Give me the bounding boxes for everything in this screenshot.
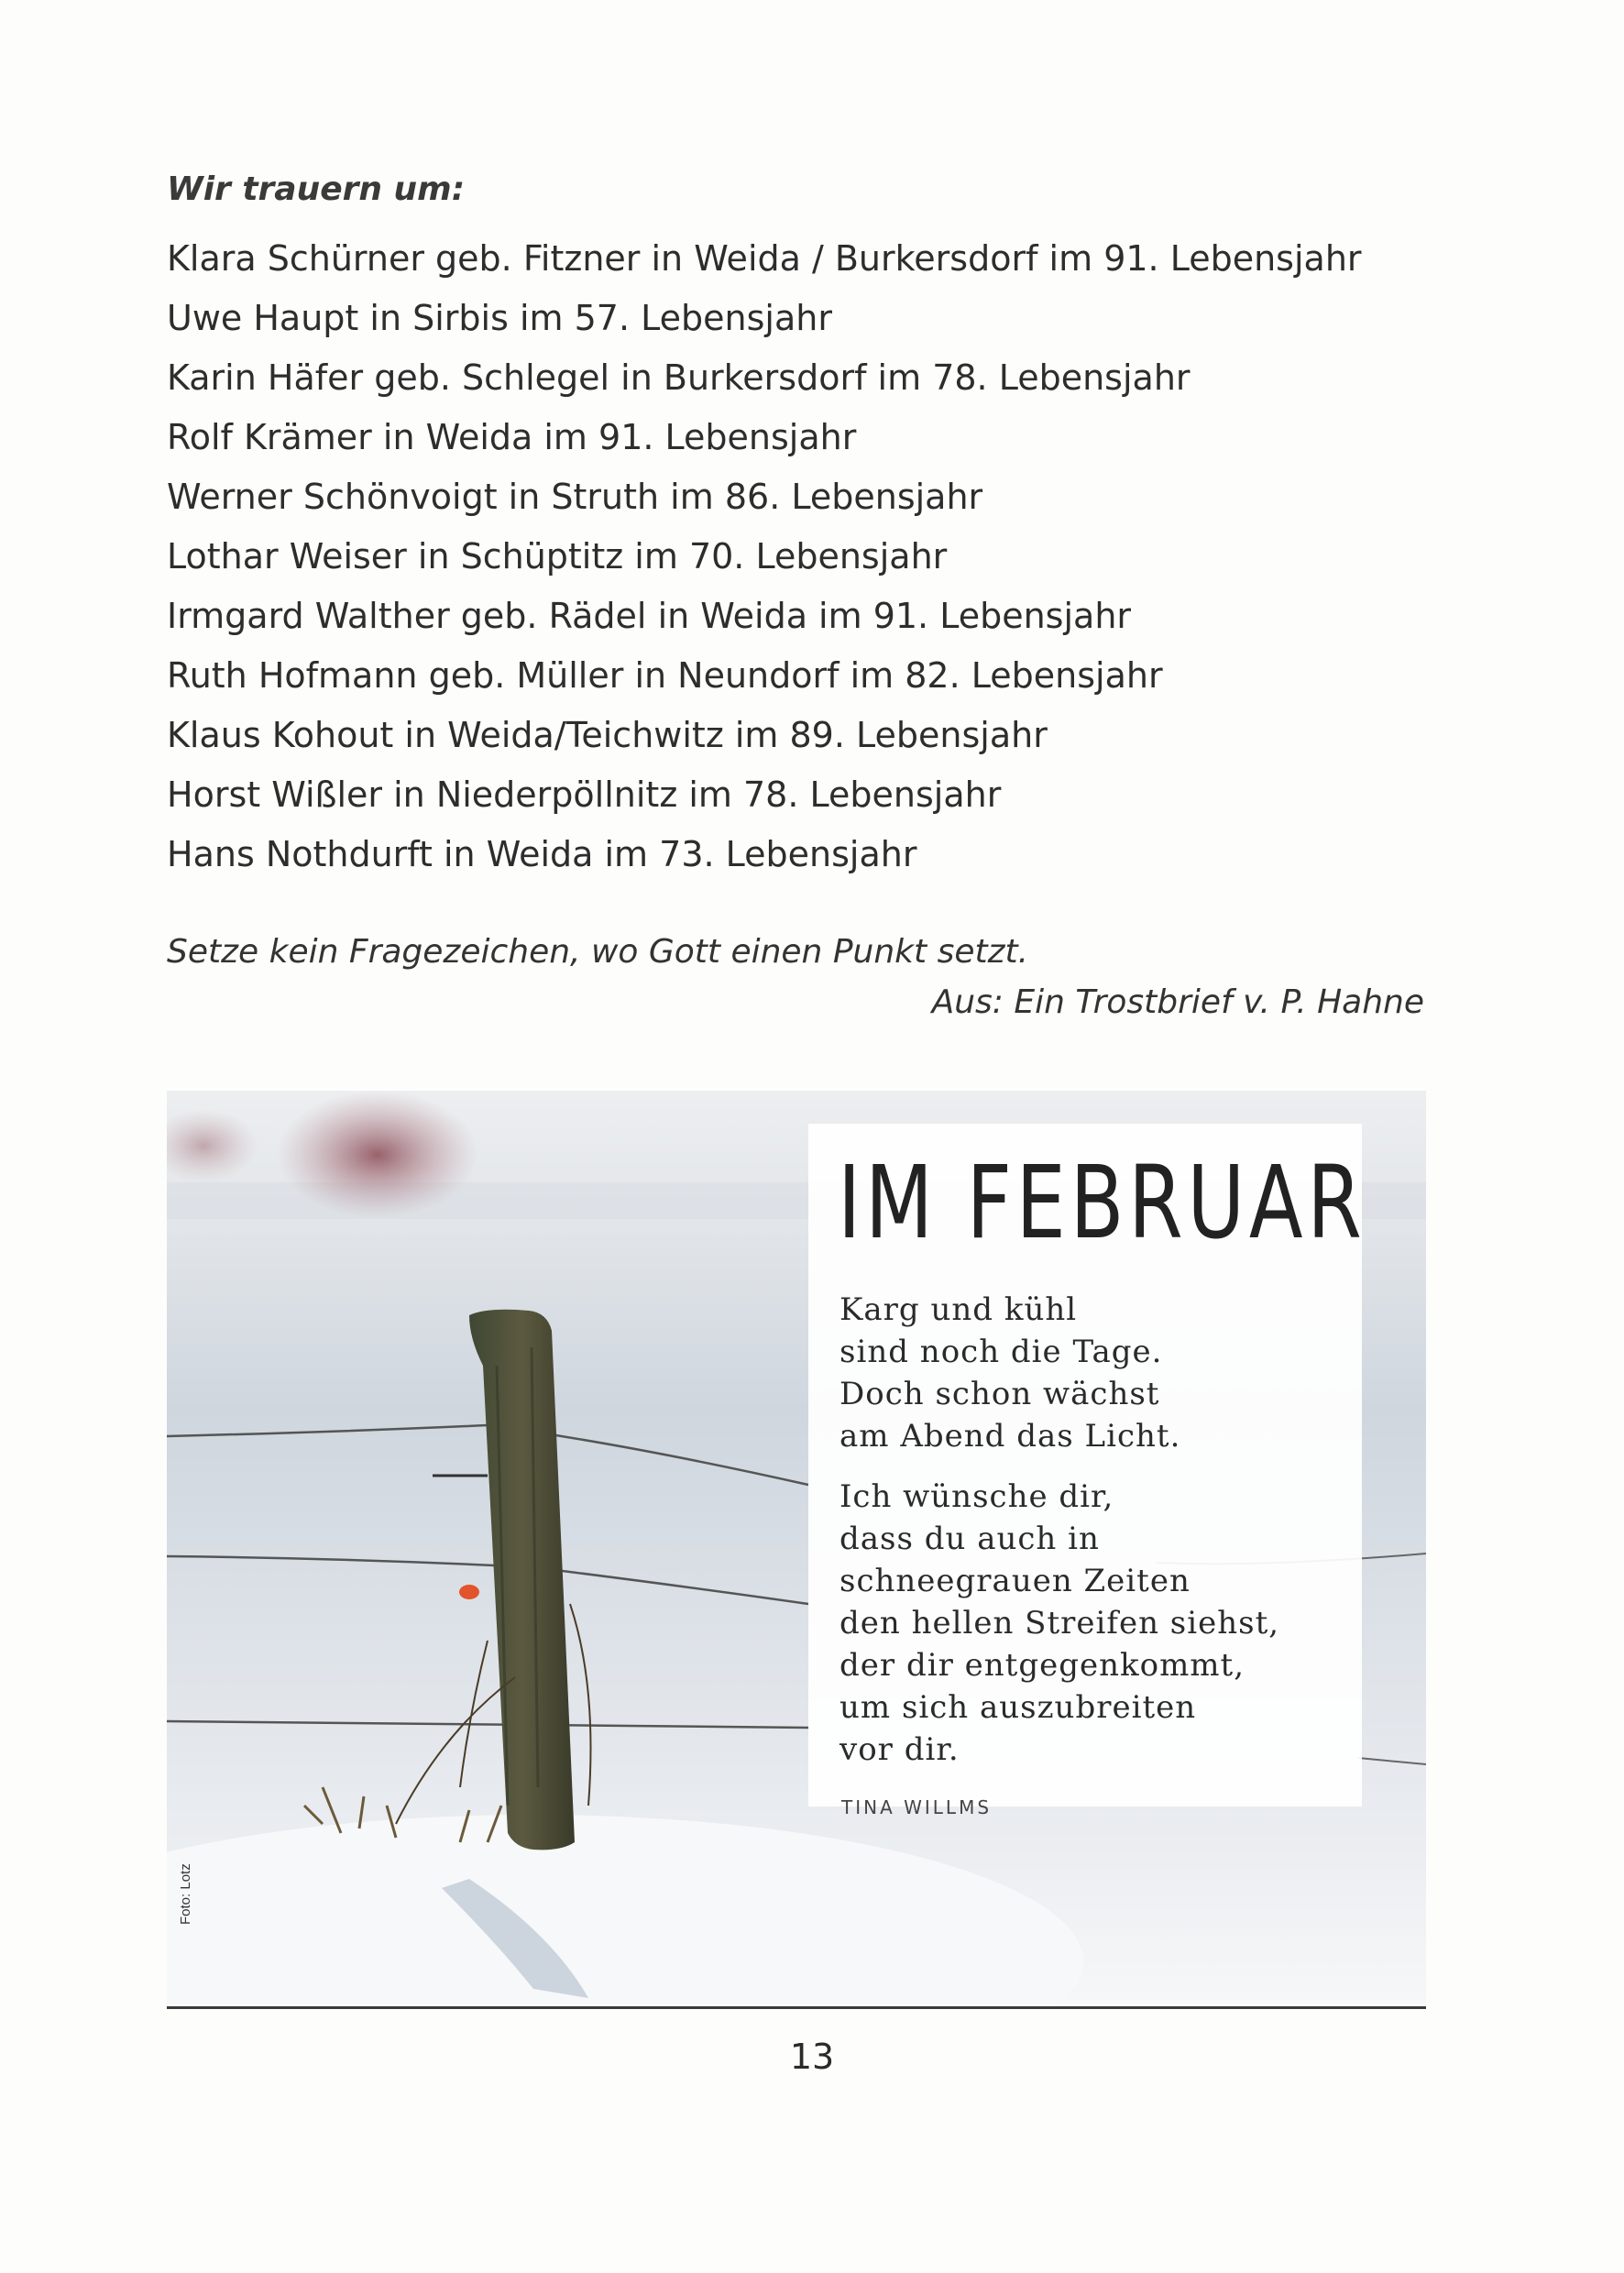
list-item: Karin Häfer geb. Schlegel in Burkersdorf im 78. Lebensjahr	[167, 357, 1191, 398]
winter-photo	[167, 1091, 1426, 2004]
poem-line: der dir entgegenkommt,	[839, 1647, 1245, 1684]
list-item: Ruth Hofmann geb. Müller in Neundorf im 82. Lebensjahr	[167, 655, 1163, 696]
poem-line: den hellen Streifen siehst,	[839, 1605, 1280, 1642]
poem-line: am Abend das Licht.	[839, 1418, 1181, 1455]
list-item: Horst Wißler in Niederpöllnitz im 78. Lebensjahr	[167, 774, 1002, 815]
poem-title: IM FEBRUAR	[838, 1144, 1366, 1261]
poem-line: sind noch die Tage.	[839, 1334, 1163, 1370]
list-item: Klaus Kohout in Weida/Teichwitz im 89. Lebensjahr	[167, 715, 1048, 755]
poem-lines	[839, 1289, 1279, 1771]
footer-divider	[167, 2006, 1426, 2009]
poem-line: Ich wünsche dir,	[839, 1478, 1114, 1515]
poem-line: Doch schon wächst	[839, 1376, 1160, 1412]
mourning-list	[167, 229, 1362, 884]
poem-line: dass du auch in	[839, 1521, 1100, 1557]
quote-text: Setze kein Fragezeichen, wo Gott einen Punkt setzt.	[167, 933, 1029, 971]
poem-author: TINA WILLMS	[841, 1796, 993, 1818]
list-item: Hans Nothdurft in Weida im 73. Lebensjahr	[167, 834, 917, 874]
quote-source: Aus: Ein Trostbrief v. P. Hahne	[931, 983, 1424, 1021]
page-number: 13	[789, 2037, 835, 2077]
list-item: Uwe Haupt in Sirbis im 57. Lebensjahr	[167, 298, 832, 338]
poem-line: schneegrauen Zeiten	[839, 1563, 1191, 1599]
list-item: Irmgard Walther geb. Rädel in Weida im 91. Lebensjahr	[167, 596, 1132, 636]
photo-credit: Foto: Lotz	[178, 1863, 193, 1925]
poem-line: um sich auszubreiten	[839, 1689, 1197, 1726]
list-item: Werner Schönvoigt in Struth im 86. Lebensjahr	[167, 477, 983, 517]
poem-line: Karg und kühl	[839, 1291, 1078, 1328]
poem-line: vor dir.	[839, 1731, 960, 1768]
list-item: Klara Schürner geb. Fitzner in Weida / Burkersdorf im 91. Lebensjahr	[167, 238, 1362, 279]
list-item: Rolf Krämer in Weida im 91. Lebensjahr	[167, 417, 857, 457]
list-item: Lothar Weiser in Schüptitz im 70. Lebensjahr	[167, 536, 948, 576]
mourning-heading: Wir trauern um:	[167, 170, 466, 208]
